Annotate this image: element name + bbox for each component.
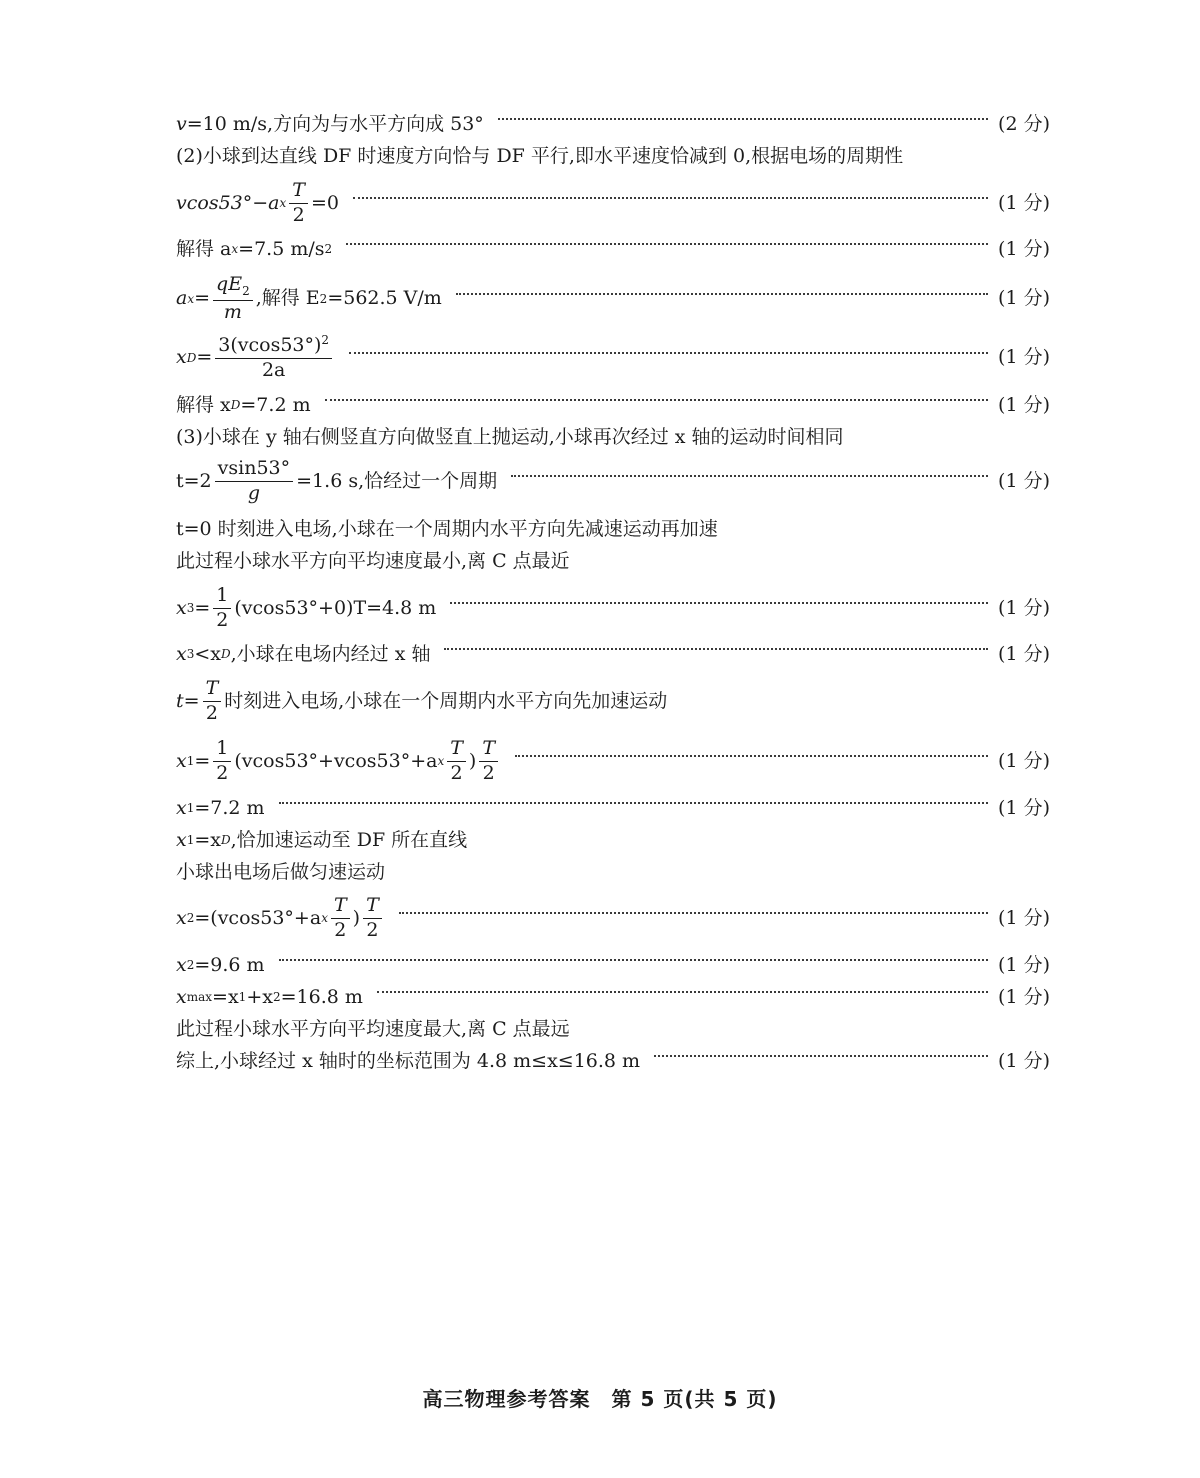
solution-line: 此过程小球水平方向平均速度最大,离 C 点最远 <box>176 1018 570 1040</box>
solution-line: 此过程小球水平方向平均速度最小,离 C 点最近 <box>176 550 570 572</box>
formula <box>176 585 436 632</box>
solution-line <box>176 394 1050 417</box>
leader-dots <box>654 1055 988 1057</box>
leader-dots <box>444 648 988 650</box>
formula-part: 3(vcos53°) <box>218 334 322 356</box>
formula-part: x <box>176 346 187 369</box>
leader-dots <box>456 293 988 295</box>
solution-line <box>176 797 1050 820</box>
solution-text: =10 m/s,方向为与水平方向成 53° <box>186 113 484 135</box>
score-mark: (1 分) <box>998 346 1050 369</box>
score-mark: (1 分) <box>998 749 1050 772</box>
fraction <box>213 738 231 785</box>
velocity-symbol: v <box>176 113 187 135</box>
solution-line: 小球出电场后做匀速运动 <box>176 861 386 883</box>
solution-line <box>176 643 1050 666</box>
solution-line <box>176 954 1050 977</box>
formula-part: =7.2 m <box>240 394 311 416</box>
leader-dots <box>353 197 988 199</box>
subscript: 1 <box>238 990 247 1005</box>
leader-dots <box>325 399 988 401</box>
formula <box>176 738 501 785</box>
formula-part: = <box>194 596 211 619</box>
subscript: 2 <box>186 958 195 973</box>
subscript: x <box>279 196 287 211</box>
formula-part: =x <box>212 986 239 1008</box>
leader-dots <box>511 475 988 477</box>
numerator: T <box>331 895 350 919</box>
formula-part: +x <box>246 986 273 1008</box>
fraction <box>213 274 253 324</box>
leader-dots <box>498 118 988 120</box>
fraction <box>289 180 308 227</box>
superscript: 2 <box>321 333 330 347</box>
score-mark: (1 分) <box>998 1050 1050 1072</box>
formula-part: ) <box>352 906 361 929</box>
formula-part: x <box>176 749 187 772</box>
score-mark: (1 分) <box>998 954 1050 976</box>
formula-part: x <box>176 596 187 619</box>
formula-part: =x <box>194 829 221 851</box>
formula-part: 解得 a <box>176 238 232 260</box>
subscript: 2 <box>186 911 195 926</box>
subscript: 3 <box>186 601 195 616</box>
subscript: 1 <box>186 801 195 816</box>
formula-part: =7.5 m/s <box>238 238 325 260</box>
score-mark: (1 分) <box>998 469 1050 492</box>
formula <box>176 238 332 261</box>
formula-part: = <box>194 287 211 310</box>
subscript: D <box>221 647 231 662</box>
solution-line <box>176 585 1050 632</box>
denominator: m <box>223 300 242 323</box>
formula <box>176 394 311 417</box>
score-mark: (1 分) <box>998 394 1050 416</box>
numerator: vsin53° <box>215 458 293 482</box>
formula <box>176 797 265 820</box>
solution-line <box>176 180 1050 227</box>
numerator: T <box>203 678 222 702</box>
formula <box>176 334 335 382</box>
solution-line <box>176 238 1050 261</box>
denominator: g <box>247 481 260 504</box>
formula-part: = <box>194 749 211 772</box>
formula-part: =16.8 m <box>280 986 363 1008</box>
denominator: 2 <box>450 761 463 784</box>
numerator: T <box>363 895 382 919</box>
subscript: max <box>186 990 213 1005</box>
formula-part: =7.2 m <box>194 797 265 819</box>
formula-part: =562.5 V/m <box>327 287 442 310</box>
formula-part: x <box>176 986 187 1008</box>
numerator <box>215 334 332 359</box>
fraction <box>331 895 350 942</box>
formula-part: =0 <box>310 191 339 214</box>
leader-dots <box>349 352 988 354</box>
formula-part: 解得 x <box>176 394 231 416</box>
page-footer: 高三物理参考答案 第 5 页(共 5 页) <box>422 1387 778 1411</box>
denominator: 2 <box>334 918 347 941</box>
denominator: 2 <box>482 761 495 784</box>
numerator <box>213 274 253 301</box>
numerator: T <box>289 180 308 204</box>
subscript: x <box>187 291 195 306</box>
formula-part: x <box>176 797 187 819</box>
solution-line <box>176 113 1050 136</box>
formula-part: ,小球在电场内经过 x 轴 <box>230 643 431 665</box>
subscript: x <box>321 911 328 926</box>
leader-dots <box>399 912 988 914</box>
fraction <box>213 585 231 632</box>
fraction <box>479 738 498 785</box>
solution-line <box>176 678 1050 725</box>
formula <box>176 678 667 725</box>
score-mark: (2 分) <box>998 113 1050 135</box>
numerator: 1 <box>213 585 231 609</box>
score-mark: (1 分) <box>998 906 1050 929</box>
numerator: T <box>479 738 498 762</box>
subscript: 1 <box>186 833 195 848</box>
fraction <box>203 678 222 725</box>
numerator: T <box>447 738 466 762</box>
solution-line: (3)小球在 y 轴右侧竖直方向做竖直上抛运动,小球再次经过 x 轴的运动时间相同 <box>176 426 844 448</box>
score-mark: (1 分) <box>998 287 1050 310</box>
fraction <box>215 334 332 382</box>
denominator: 2 <box>216 761 229 784</box>
formula <box>176 458 497 505</box>
solution-line <box>176 334 1050 382</box>
solution-line <box>176 986 1050 1009</box>
denominator: 2 <box>216 608 229 631</box>
score-mark: (1 分) <box>998 986 1050 1008</box>
subscript: 2 <box>319 291 328 306</box>
solution-line <box>176 829 1050 852</box>
formula-part: x <box>176 954 187 976</box>
fraction <box>447 738 466 785</box>
formula <box>176 274 442 324</box>
leader-dots <box>450 602 988 604</box>
formula-part: (vcos53°+0)T=4.8 m <box>234 596 437 619</box>
subscript: 1 <box>186 754 195 769</box>
fraction <box>363 895 382 942</box>
solution-line: (2)小球到达直线 DF 时速度方向恰与 DF 平行,即水平速度恰减到 0,根据电场的周期性 <box>176 145 904 167</box>
formula-part: (vcos53°+vcos53°+a <box>234 749 438 772</box>
leader-dots <box>515 755 988 757</box>
solution-line <box>176 458 1050 505</box>
leader-dots <box>346 243 988 245</box>
subscript: D <box>230 398 241 413</box>
formula-part: ) <box>468 749 477 772</box>
score-mark: (1 分) <box>998 643 1050 665</box>
score-mark: (1 分) <box>998 797 1050 819</box>
formula-part: =1.6 s,恰经过一个周期 <box>296 469 498 492</box>
formula <box>176 180 339 227</box>
formula <box>176 643 430 666</box>
formula-part: t= <box>176 689 200 712</box>
subscript: x <box>437 754 445 769</box>
fraction <box>215 458 293 505</box>
superscript: 2 <box>324 242 333 257</box>
numerator: 1 <box>213 738 231 762</box>
leader-dots <box>377 991 988 993</box>
formula-part: ,解得 E <box>255 287 320 310</box>
formula-part: 时刻进入电场,小球在一个周期内水平方向先加速运动 <box>224 689 668 712</box>
score-mark: (1 分) <box>998 191 1050 214</box>
subscript: 2 <box>242 284 250 298</box>
denominator: 2 <box>366 918 379 941</box>
formula-part: <x <box>194 643 221 665</box>
formula-part: x <box>176 643 187 665</box>
denominator: 2 <box>205 701 218 724</box>
subscript: 3 <box>186 647 195 662</box>
solution-line <box>176 738 1050 785</box>
leader-dots <box>279 802 988 804</box>
formula <box>176 954 265 977</box>
formula-part: ,恰加速运动至 DF 所在直线 <box>230 829 468 851</box>
formula-part: qE <box>216 273 243 295</box>
solution-line: t=0 时刻进入电场,小球在一个周期内水平方向先减速运动再加速 <box>176 518 718 540</box>
solution-expression <box>176 113 484 136</box>
subscript: 2 <box>272 990 281 1005</box>
denominator: 2 <box>292 203 305 226</box>
score-mark: (1 分) <box>998 596 1050 619</box>
leader-dots <box>279 959 988 961</box>
formula <box>176 895 385 942</box>
formula-part: x <box>176 906 187 929</box>
formula-part: =9.6 m <box>194 954 265 976</box>
score-mark: (1 分) <box>998 238 1050 260</box>
formula <box>176 986 363 1009</box>
formula <box>176 829 467 852</box>
subscript: D <box>186 350 197 365</box>
solution-line <box>176 1050 1050 1073</box>
formula-part: x <box>176 829 187 851</box>
solution-line <box>176 895 1050 942</box>
solution-line <box>176 274 1050 324</box>
formula-part: =(vcos53°+a <box>194 906 322 929</box>
subscript: D <box>221 833 231 848</box>
solution-text: 综上,小球经过 x 轴时的坐标范围为 4.8 m≤x≤16.8 m <box>176 1050 641 1072</box>
formula-part: a <box>176 287 188 310</box>
formula-part: vcos53°−a <box>176 191 280 214</box>
denominator: 2a <box>261 358 286 381</box>
formula-part: t=2 <box>176 469 212 492</box>
formula-part: = <box>196 346 213 369</box>
subscript: x <box>231 242 239 257</box>
